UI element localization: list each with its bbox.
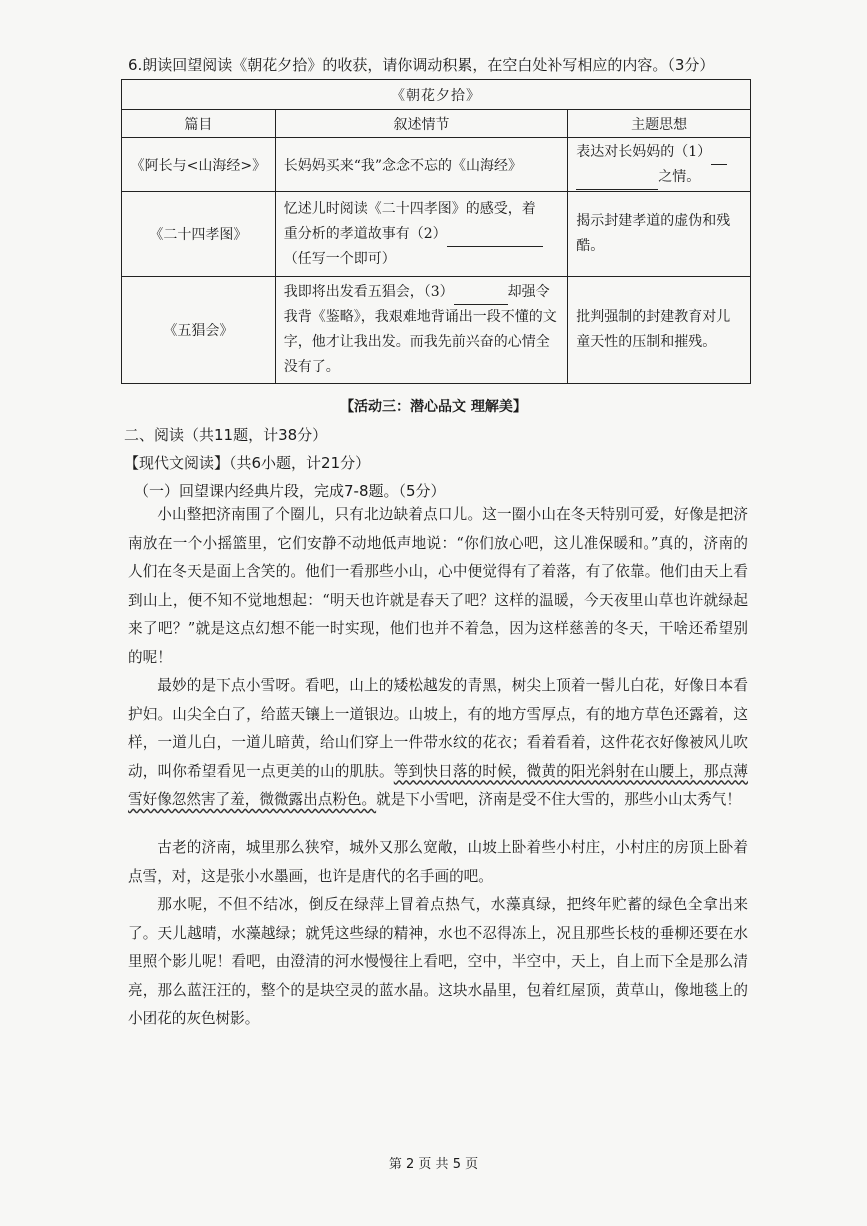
paragraph-2 (128, 672, 748, 815)
paragraph-3: 古老的济南，城里那么狭窄，城外又那么宽敞，山坡上卧着些小村庄，小村庄的房顶上卧着点雪，对，这是张小水墨画，也许是唐代的名手画的吧。 (128, 839, 748, 885)
table-row (122, 192, 751, 277)
row2-theme: 揭示封建孝道的虚伪和残酷。 (568, 192, 751, 277)
row1-plot: 长妈妈买来“我”念念不忘的《山海经》 (275, 138, 568, 192)
paragraph-2-a: 最妙的是下点小雪呀。看吧，山上的矮松越发的青黑，树尖上顶着一髻儿白花，好像日本看护妇。山尖全白了，给蓝天镶上一道银边。山坡上，有的地方雪厚点，有的地方草色还露着，这样，一道儿白，一道儿暗黄，给山们穿上一件带水纹的花衣；看着看着，这件花衣好像被风儿吹动，叫你希望看见一点更美的山的肌肤。 (128, 677, 748, 780)
answer-blank-1a[interactable] (711, 146, 727, 165)
paragraph-1: 小山整把济南围了个圈儿，只有北边缺着点口儿。这一圈小山在冬天特别可爱，好像是把济南放在一个小摇篮里，它们安静不动地低声地说：“你们放心吧，这儿准保暖和。”真的，济南的人们在冬天是面上含笑的。他们一看那些小山，心中便觉得有了着落，有了依靠。他们由天上看到山上，便不知不觉地想起：“明天也许就是春天了吧？这样的温暖，今天夜里山草也许就绿起来了吧？”就是这点幻想不能一时实现，他们也并不着急，因为这样慈善的冬天，干啥还希望别的呢！ (128, 506, 748, 666)
row3-plot (275, 277, 568, 384)
row3-plot-a: 我即将出发看五猖会，（3） (283, 284, 454, 300)
row2-plot-b: 重分析的孝道故事有（2） (283, 225, 447, 242)
row1-theme-a: 表达对长妈妈的（1） (576, 143, 712, 160)
row2-plot-a: 忆述儿时阅读《二十四孝图》的感受，着 (283, 200, 536, 217)
row3-theme: 批判强制的封建教育对儿童天性的压制和摧残。 (568, 277, 751, 384)
answer-blank-3[interactable] (454, 286, 508, 305)
row2-plot-c: （任写一个即可） (283, 250, 396, 267)
section-reading: 二、阅读（共11题，计38分） (124, 426, 328, 444)
table-row (122, 277, 751, 384)
row2-plot (275, 192, 568, 277)
header-plot: 叙述情节 (275, 110, 568, 138)
row2-title: 《二十四孝图》 (122, 192, 276, 277)
row3-title: 《五猖会》 (122, 277, 276, 384)
row3-plot-b: 却强令我背《鉴略》，我艰难地背诵出一段不懂的文字，他才让我出发。而我先前兴奋的心情全没有了。 (283, 284, 557, 375)
header-theme: 主题思想 (568, 110, 751, 138)
answer-blank-2[interactable] (447, 228, 543, 247)
section-one: （一）回望课内经典片段，完成7-8题。（5分） (134, 482, 446, 500)
activity-title: 【活动三：潜心品文 理解美】 (340, 399, 527, 415)
row1-theme (568, 138, 751, 192)
paragraph-4: 那水呢，不但不结冰，倒反在绿萍上冒着点热气，水藻真绿，把终年贮蓄的绿色全拿出来了。天儿越晴，水藻越绿；就凭这些绿的精神，水也不忍得冻上，况且那些长枝的垂柳还要在水里照个影儿呢！看吧，由澄清的河水慢慢往上看吧，空中，半空中，天上，自上而下全是那么清亮，那么蓝汪汪的，整个的是块空灵的蓝水晶。这块水晶里，包着红屋顶，黄草山，像地毯上的小团花的灰色树影。 (128, 896, 748, 1027)
question-6: 6.朗读回望阅读《朝花夕拾》的收获，请你调动积累，在空白处补写相应的内容。（3分） (128, 56, 715, 74)
page-footer: 第 2 页 共 5 页 (388, 1157, 479, 1172)
row1-theme-b: 之情。 (658, 168, 701, 185)
answer-blank-1[interactable] (576, 171, 658, 190)
chaohua-table (121, 79, 751, 384)
paragraph-2-b: 就是下小雪吧，济南是受不住大雪的，那些小山太秀气！ (376, 791, 741, 808)
table-caption: 《朝花夕拾》 (122, 80, 751, 110)
row1-title: 《阿长与<山海经>》 (122, 138, 276, 192)
header-title: 篇目 (122, 110, 276, 138)
table-row (122, 138, 751, 192)
section-modern: 【现代文阅读】（共6小题，计21分） (124, 454, 371, 472)
table-header-row (122, 110, 751, 138)
underlined-sentence: 等到快日落的时候，微黄的阳光斜射在山腰上，那点薄雪好像忽然害了羞，微微露出点粉色。 (128, 762, 748, 808)
